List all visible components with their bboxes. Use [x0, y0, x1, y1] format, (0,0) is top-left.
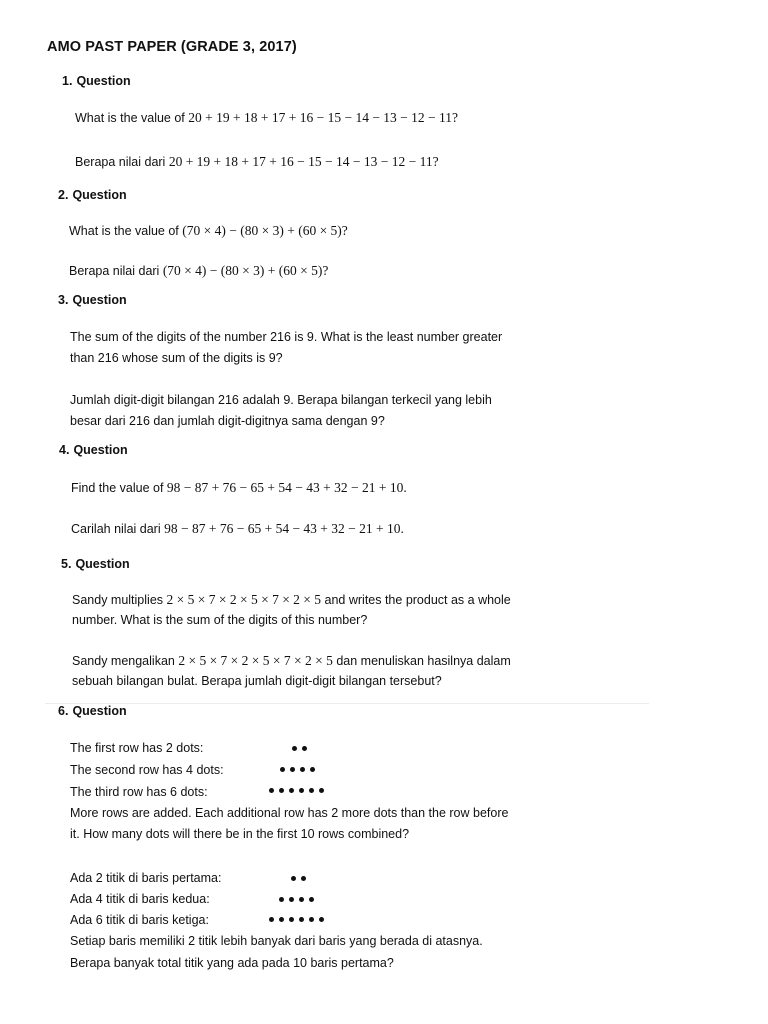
question-1-indonesian	[75, 151, 439, 173]
question-text: Sandy mengalikan	[72, 654, 179, 668]
question-3-english-line-2: than 216 whose sum of the digits is 9?	[70, 351, 283, 365]
dot-row-id-2	[279, 897, 314, 902]
dot	[309, 917, 314, 922]
question-3-indonesian-line-2: besar dari 216 dan jumlah digit-digitnya sama dengan 9?	[70, 414, 385, 428]
question-3-indonesian-line-1: Jumlah digit-digit bilangan 216 adalah 9. Berapa bilangan terkecil yang lebih	[70, 393, 492, 407]
dot	[269, 917, 274, 922]
question-6-indonesian-row-1: Ada 2 titik di baris pertama:	[70, 871, 222, 885]
dot	[309, 788, 314, 793]
question-text: Sandy multiplies	[72, 593, 167, 607]
math-expression: (70 × 4) − (80 × 3) + (60 × 5)?	[162, 263, 329, 278]
question-1-english	[75, 107, 458, 129]
question-number: 2.	[58, 188, 69, 202]
dot-row-en-1	[292, 746, 307, 751]
question-6-english-row-1: The first row has 2 dots:	[70, 741, 204, 755]
dot-row-id-1	[291, 876, 306, 881]
question-2-indonesian	[69, 260, 328, 282]
page-title: AMO PAST PAPER (GRADE 3, 2017)	[47, 39, 297, 55]
question-6-indonesian-line-5: Berapa banyak total titik yang ada pada 10 baris pertama?	[70, 956, 394, 970]
question-5-english-line-1	[72, 589, 511, 611]
question-label: Question	[75, 557, 130, 571]
question-6-indonesian-line-4: Setiap baris memiliki 2 titik lebih banyak dari baris yang berada di atasnya.	[70, 934, 483, 948]
question-6-english-row-2: The second row has 4 dots:	[70, 763, 224, 777]
question-2-heading	[58, 188, 127, 202]
dot	[301, 876, 306, 881]
dot	[302, 746, 307, 751]
question-number: 5.	[61, 557, 72, 571]
dot	[292, 746, 297, 751]
question-label: Question	[72, 188, 127, 202]
dot	[310, 767, 315, 772]
dot	[279, 917, 284, 922]
question-text: What is the value of	[75, 111, 189, 125]
math-expression: 98 − 87 + 76 − 65 + 54 − 43 + 32 − 21 + 10.	[166, 480, 407, 495]
question-6-heading	[58, 704, 127, 718]
question-3-english-line-1: The sum of the digits of the number 216 is 9. What is the least number greater	[70, 330, 503, 344]
math-expression: 2 × 5 × 7 × 2 × 5 × 7 × 2 × 5	[166, 592, 322, 607]
dot	[299, 897, 304, 902]
dot-row-en-2	[280, 767, 315, 772]
question-3-heading	[58, 293, 127, 307]
dot	[299, 917, 304, 922]
question-number: 6.	[58, 704, 69, 718]
question-2-english	[69, 220, 348, 242]
dot-row-en-3	[269, 788, 324, 793]
question-4-english	[71, 477, 407, 499]
question-number: 4.	[59, 443, 70, 457]
question-text: Find the value of	[71, 481, 167, 495]
dot	[319, 917, 324, 922]
question-text: Berapa nilai dari	[75, 155, 169, 169]
dot	[279, 788, 284, 793]
math-expression: 98 − 87 + 76 − 65 + 54 − 43 + 32 − 21 + 10.	[164, 521, 404, 536]
question-6-english-row-3: The third row has 6 dots:	[70, 785, 208, 799]
question-5-english-line-2: number. What is the sum of the digits of this number?	[72, 613, 368, 627]
dot-row-id-3	[269, 917, 324, 922]
dot	[291, 876, 296, 881]
question-label: Question	[73, 443, 128, 457]
dot	[289, 897, 294, 902]
question-5-heading	[61, 557, 130, 571]
dot	[319, 788, 324, 793]
question-6-english-line-4: More rows are added. Each additional row has 2 more dots than the row before	[70, 806, 509, 820]
math-expression: 20 + 19 + 18 + 17 + 16 − 15 − 14 − 13 − 12 − 11?	[188, 110, 459, 125]
dot	[280, 767, 285, 772]
question-label: Question	[72, 293, 127, 307]
question-5-indonesian-line-1	[72, 650, 511, 672]
dot	[309, 897, 314, 902]
question-text: Carilah nilai dari	[71, 522, 165, 536]
divider	[45, 703, 649, 704]
dot	[300, 767, 305, 772]
question-label: Question	[76, 74, 131, 88]
math-expression: 2 × 5 × 7 × 2 × 5 × 7 × 2 × 5	[178, 653, 333, 668]
dot	[299, 788, 304, 793]
question-4-indonesian	[71, 518, 404, 540]
question-1-heading	[62, 74, 131, 88]
dot	[290, 767, 295, 772]
question-text: dan menuliskan hasilnya dalam	[332, 654, 511, 668]
dot	[269, 788, 274, 793]
question-6-indonesian-row-3: Ada 6 titik di baris ketiga:	[70, 913, 209, 927]
question-6-english-line-5: it. How many dots will there be in the first 10 rows combined?	[70, 827, 410, 841]
math-expression: (70 × 4) − (80 × 3) + (60 × 5)?	[182, 223, 348, 238]
dot	[289, 788, 294, 793]
question-number: 3.	[58, 293, 69, 307]
question-6-indonesian-row-2: Ada 4 titik di baris kedua:	[70, 892, 210, 906]
math-expression: 20 + 19 + 18 + 17 + 16 − 15 − 14 − 13 − 12 − 11?	[168, 154, 439, 169]
dot	[289, 917, 294, 922]
question-text: Berapa nilai dari	[69, 264, 163, 278]
question-4-heading	[59, 443, 128, 457]
dot	[279, 897, 284, 902]
question-number: 1.	[62, 74, 73, 88]
question-label: Question	[72, 704, 127, 718]
question-text: What is the value of	[69, 224, 183, 238]
question-5-indonesian-line-2: sebuah bilangan bulat. Berapa jumlah digit-digit bilangan tersebut?	[72, 674, 442, 688]
question-text: and writes the product as a whole	[321, 593, 511, 607]
